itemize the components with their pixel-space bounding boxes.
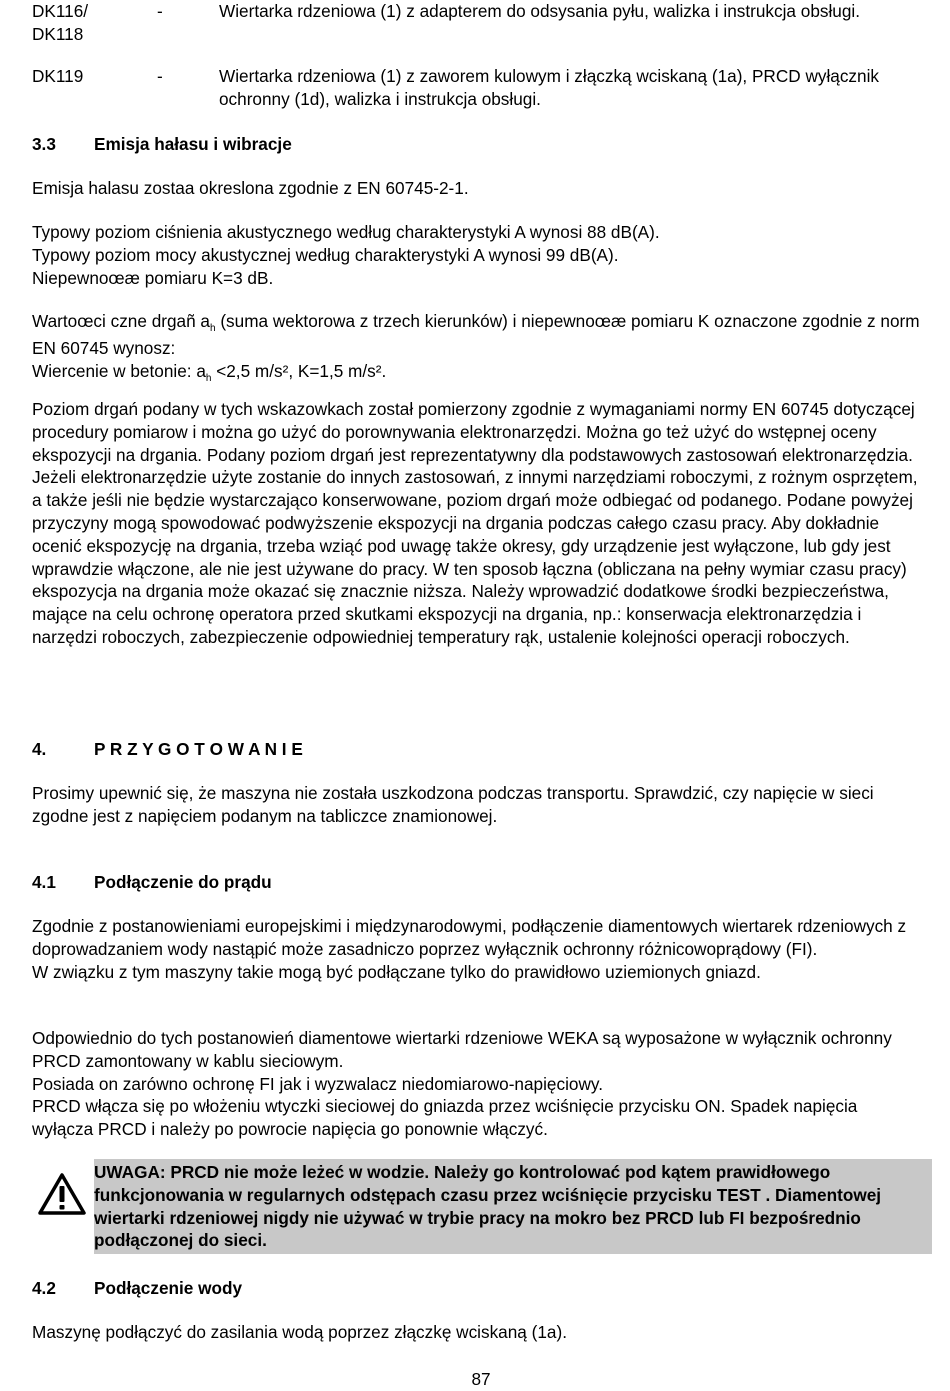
item-description: Wiertarka rdzeniowa (1) z zaworem kulowym i złączką wciskaną (1a), PRCD wyłącznik ochronny (1d), walizka i instrukcja obsługi. xyxy=(219,66,879,109)
section-4-heading xyxy=(32,738,303,761)
item-dash: - xyxy=(157,66,163,86)
section-title: Podłączenie do prądu xyxy=(94,872,272,892)
sound-pressure-line: Typowy poziom ciśnienia akustycznego według charakterystyki A wynosi 88 dB(A). xyxy=(32,222,660,242)
power-connection-paragraph xyxy=(32,915,920,983)
prcd-warning-note: UWAGA: PRCD nie może leżeć w wodzie. Należy go kontrolować pod kątem prawidłowego funkcjonowania w regularnych odstępach czasu przez wciśnięcie przycisku TEST . Diamentowej wiertarki rdzeniowej nigdy nie używać w trybie pracy na mokro bez PRCD lub FI bezpośrednio podłączonej do sieci. xyxy=(94,1159,932,1254)
section-title: Emisja hałasu i wibracje xyxy=(94,134,292,154)
item-description: Wiertarka rdzeniowa (1) z adapterem do odsysania pyłu, walizka i instrukcja obsługi. xyxy=(219,1,860,21)
section-number: 4. xyxy=(32,739,47,759)
drilling-concrete-value: Wiercenie w betonie: $a_h <2,5$ m/s², K=1,5 m/s². xyxy=(32,360,387,384)
section-number: 3.3 xyxy=(32,134,56,154)
water-connection-paragraph: Maszynę podłączyć do zasilania wodą poprzez złączkę wciskaną (1a). xyxy=(32,1322,567,1342)
section-3-3-heading xyxy=(32,133,292,156)
prcd-paragraph xyxy=(32,1027,920,1141)
noise-levels-paragraph xyxy=(32,221,920,289)
section-number: 4.2 xyxy=(32,1278,56,1298)
grounded-socket-text: W związku z tym maszyny takie mogą być podłączane tylko do prawidłowo uziemionych gniazd. xyxy=(32,961,761,982)
item-dash: - xyxy=(157,1,163,21)
item-code: DK116/ DK118 xyxy=(32,1,89,44)
uncertainty-line: Niepewnoœæ pomiaru K=3 dB. xyxy=(32,267,274,288)
section-title: Podłączenie wody xyxy=(94,1278,243,1298)
warning-triangle-icon xyxy=(38,1172,86,1216)
vibration-level-paragraph: Poziom drgań podany w tych wskazowkach został pomierzony zgodnie z wymaganiami normy EN 60745 dotyczącej procedury pomiarow i można go użyć do porownywania elektronarzędzi. Można go też użyć do wstępnej oceny ekspozycji na drgania. Podany poziom drgań jest reprezentatywny dla podstawowych zastosowań elektronarzędzia. Jeżeli elektronarzędzie użyte zostanie do innych zastosowań, z innymi narzędziami roboczymi, z rożnym osprzętem, a także jeśli nie będzie wystarczająco konserwowane, poziom drgań może odbiegać od podanego. Podane powyżej przyczyny mogą spowodować podwyższenie ekspozycji na drgania podczas całego czasu pracy. Aby dokładnie ocenić ekspozycję na drgania, trzeba wziąć pod uwagę także okresy, gdy urządzenie jest wyłączone, lub gdy jest wprawdzie włączone, ale nie jest używane do pracy. W ten sposob łączna (obliczana na pełny wymiar czasu pracy) ekspozycja na drgania może okazać się znacznie niższa. Należy wprowadzić dodatkowe środki bezpieczeństwa, mające na celu ochronę operatora przed skutkami ekspozycji na drgania, np.: konserwacja elektronarzędzia i narzędzi roboczych, zabezpieczenie odpowiedniej temperatury rąk, ustalenie kolejności operacji roboczych. xyxy=(32,399,918,647)
prcd-operation-text: PRCD włącza się po włożeniu wtyczki sieciowej do gniazda przez wciśnięcie przycisku ON. Spadek napięcia wyłącza PRCD i należy po powrocie napięcia go ponownie włączyć. xyxy=(32,1096,858,1140)
section-4-2-heading xyxy=(32,1277,242,1300)
section-title: P R Z Y G O T O W A N I E xyxy=(94,739,303,759)
sound-power-line: Typowy poziom mocy akustycznej według charakterystyki A wynosi 99 dB(A). xyxy=(32,244,619,265)
vibration-description: Wartoœci czne drgañ $a_h$ (suma wektorowa z trzech kierunków) i niepewnoœæ pomiaru K oznaczone zgodnie z norm EN 60745 wynosz: xyxy=(32,311,920,358)
prcd-equipment-text: Odpowiednio do tych postanowień diamentowe wiertarki rdzeniowe WEKA są wyposażone w wyłącznik ochronny PRCD zamontowany w kablu sieciowym. xyxy=(32,1028,892,1071)
item-code: DK119 xyxy=(32,66,84,86)
page-number: 87 xyxy=(471,1369,491,1389)
fi-requirement-text: Zgodnie z postanowieniami europejskimi i międzynarodowymi, podłączenie diamentowych wiertarek rdzeniowych z doprowadzaniem wody nastąpić może zasadniczo poprzez wyłącznik ochronny różnicowoprądowy (FI). xyxy=(32,916,907,959)
section-number: 4.1 xyxy=(32,872,56,892)
section-4-1-heading xyxy=(32,871,272,894)
noise-emission-paragraph: Emisja halasu zostaa okreslona zgodnie z EN 60745-2-1. xyxy=(32,178,469,198)
prcd-protection-text: Posiada on zarówno ochronę FI jak i wyzwalacz niedomiarowo-napięciowy. xyxy=(32,1073,603,1094)
vibration-values-paragraph xyxy=(32,310,920,386)
preparation-paragraph: Prosimy upewnić się, że maszyna nie została uszkodzona podczas transportu. Sprawdzić, czy napięcie w sieci zgodne jest z napięciem podanym na tabliczce znamionowej. xyxy=(32,783,874,826)
